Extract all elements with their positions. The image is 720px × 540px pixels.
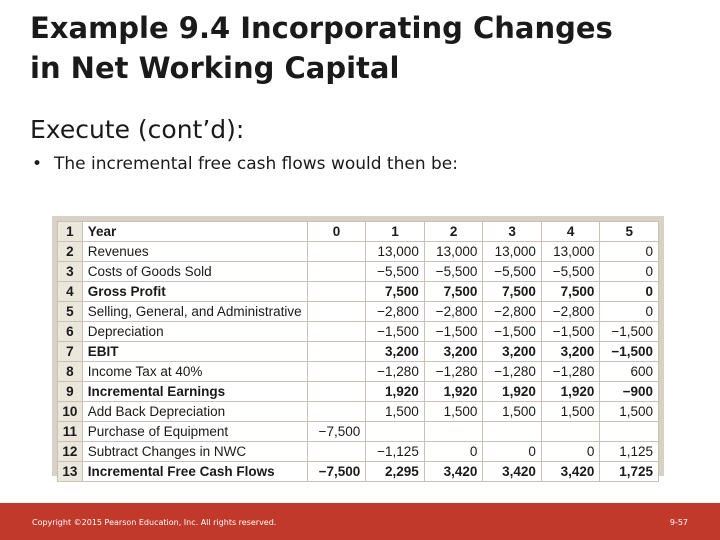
cell-value: 0 bbox=[483, 442, 542, 462]
year-header: 3 bbox=[483, 222, 542, 242]
cell-value bbox=[307, 342, 366, 362]
cell-value: −2,800 bbox=[424, 302, 483, 322]
row-label: Incremental Earnings bbox=[82, 382, 307, 402]
title-line-2: in Net Working Capital bbox=[30, 51, 400, 85]
year-header: 4 bbox=[541, 222, 600, 242]
cell-value bbox=[307, 282, 366, 302]
bullet-item bbox=[32, 154, 458, 174]
cell-value: −1,500 bbox=[600, 322, 659, 342]
cell-value: 3,200 bbox=[483, 342, 542, 362]
cell-value: 0 bbox=[600, 242, 659, 262]
cell-value bbox=[424, 422, 483, 442]
cell-value: 1,500 bbox=[483, 402, 542, 422]
table-row bbox=[58, 462, 659, 482]
row-label: Add Back Depreciation bbox=[82, 402, 307, 422]
cell-value: −1,280 bbox=[483, 362, 542, 382]
cell-value bbox=[307, 362, 366, 382]
cell-value: −1,500 bbox=[541, 322, 600, 342]
table-row bbox=[58, 282, 659, 302]
cell-value bbox=[307, 322, 366, 342]
cell-value: 0 bbox=[424, 442, 483, 462]
table-row bbox=[58, 342, 659, 362]
cell-value: 13,000 bbox=[483, 242, 542, 262]
cell-value: 13,000 bbox=[424, 242, 483, 262]
footer-bar bbox=[0, 503, 720, 540]
cell-value: −5,500 bbox=[483, 262, 542, 282]
cell-value: 600 bbox=[600, 362, 659, 382]
cell-value: 1,920 bbox=[541, 382, 600, 402]
cell-value bbox=[483, 422, 542, 442]
cell-value: 1,725 bbox=[600, 462, 659, 482]
table-header-row bbox=[58, 222, 659, 242]
cell-value: −5,500 bbox=[541, 262, 600, 282]
cell-value: −1,500 bbox=[366, 322, 425, 342]
cell-value: −2,800 bbox=[366, 302, 425, 322]
cell-value: 7,500 bbox=[541, 282, 600, 302]
cell-value: 7,500 bbox=[483, 282, 542, 302]
cell-value: 1,920 bbox=[424, 382, 483, 402]
table-row bbox=[58, 322, 659, 342]
cell-value: −1,500 bbox=[483, 322, 542, 342]
cell-value: −7,500 bbox=[307, 422, 366, 442]
cell-value: 1,920 bbox=[483, 382, 542, 402]
row-number: 1 bbox=[58, 222, 83, 242]
cell-value: −900 bbox=[600, 382, 659, 402]
row-label: Gross Profit bbox=[82, 282, 307, 302]
row-number: 7 bbox=[58, 342, 83, 362]
cell-value: −2,800 bbox=[541, 302, 600, 322]
row-label: Income Tax at 40% bbox=[82, 362, 307, 382]
copyright-text: Copyright ©2015 Pearson Education, Inc. All rights reserved. bbox=[32, 518, 277, 527]
title-line-1: Example 9.4 Incorporating Changes bbox=[30, 11, 613, 45]
cell-value bbox=[307, 402, 366, 422]
row-label: Revenues bbox=[82, 242, 307, 262]
cell-value: 1,500 bbox=[541, 402, 600, 422]
cell-value: 3,200 bbox=[366, 342, 425, 362]
cell-value: 1,500 bbox=[600, 402, 659, 422]
cell-value bbox=[307, 442, 366, 462]
row-number: 11 bbox=[58, 422, 83, 442]
cell-value bbox=[366, 422, 425, 442]
row-label: Purchase of Equipment bbox=[82, 422, 307, 442]
cell-value: 0 bbox=[600, 262, 659, 282]
row-label: Selling, General, and Administrative bbox=[82, 302, 307, 322]
table-row bbox=[58, 442, 659, 462]
cell-value: −7,500 bbox=[307, 462, 366, 482]
cell-value: 1,500 bbox=[366, 402, 425, 422]
cell-value: 2,295 bbox=[366, 462, 425, 482]
row-number: 10 bbox=[58, 402, 83, 422]
row-number: 8 bbox=[58, 362, 83, 382]
table-row bbox=[58, 262, 659, 282]
cell-value bbox=[600, 422, 659, 442]
cell-value: −1,500 bbox=[600, 342, 659, 362]
bullet-text: The incremental free cash flows would then be: bbox=[54, 154, 458, 174]
row-label: Depreciation bbox=[82, 322, 307, 342]
table-row bbox=[58, 402, 659, 422]
table-row bbox=[58, 382, 659, 402]
cell-value bbox=[307, 382, 366, 402]
year-header: 0 bbox=[307, 222, 366, 242]
header-label: Year bbox=[82, 222, 307, 242]
cell-value: −5,500 bbox=[366, 262, 425, 282]
table-row bbox=[58, 422, 659, 442]
row-number: 5 bbox=[58, 302, 83, 322]
table-row bbox=[58, 362, 659, 382]
cell-value: 1,920 bbox=[366, 382, 425, 402]
row-number: 6 bbox=[58, 322, 83, 342]
table-row bbox=[58, 242, 659, 262]
cell-value: 0 bbox=[600, 302, 659, 322]
page-number: 9-57 bbox=[669, 518, 688, 527]
cell-value: −1,125 bbox=[366, 442, 425, 462]
cell-value bbox=[307, 302, 366, 322]
row-label: Incremental Free Cash Flows bbox=[82, 462, 307, 482]
year-header: 2 bbox=[424, 222, 483, 242]
cell-value: 3,200 bbox=[424, 342, 483, 362]
row-number: 13 bbox=[58, 462, 83, 482]
cell-value: 1,500 bbox=[424, 402, 483, 422]
cell-value: 0 bbox=[541, 442, 600, 462]
cell-value: 7,500 bbox=[424, 282, 483, 302]
cell-value: −1,280 bbox=[366, 362, 425, 382]
cell-value: 7,500 bbox=[366, 282, 425, 302]
cell-value: 3,420 bbox=[424, 462, 483, 482]
cell-value: −2,800 bbox=[483, 302, 542, 322]
cell-value: 3,420 bbox=[541, 462, 600, 482]
row-number: 3 bbox=[58, 262, 83, 282]
cell-value: 13,000 bbox=[366, 242, 425, 262]
bullet-marker: • bbox=[32, 154, 43, 174]
cell-value: −1,500 bbox=[424, 322, 483, 342]
slide-title bbox=[30, 8, 710, 88]
cell-value: 3,420 bbox=[483, 462, 542, 482]
cell-value: 1,125 bbox=[600, 442, 659, 462]
row-number: 12 bbox=[58, 442, 83, 462]
year-header: 5 bbox=[600, 222, 659, 242]
row-label: Costs of Goods Sold bbox=[82, 262, 307, 282]
cell-value bbox=[307, 242, 366, 262]
cell-value: −5,500 bbox=[424, 262, 483, 282]
row-number: 2 bbox=[58, 242, 83, 262]
row-label: EBIT bbox=[82, 342, 307, 362]
table-row bbox=[58, 302, 659, 322]
year-header: 1 bbox=[366, 222, 425, 242]
subheading: Execute (cont’d): bbox=[30, 115, 245, 144]
cell-value: −1,280 bbox=[541, 362, 600, 382]
row-number: 9 bbox=[58, 382, 83, 402]
cell-value: 3,200 bbox=[541, 342, 600, 362]
cell-value bbox=[541, 422, 600, 442]
cell-value bbox=[307, 262, 366, 282]
row-label: Subtract Changes in NWC bbox=[82, 442, 307, 462]
spreadsheet-table bbox=[52, 216, 664, 479]
cell-value: 13,000 bbox=[541, 242, 600, 262]
cell-value: 0 bbox=[600, 282, 659, 302]
row-number: 4 bbox=[58, 282, 83, 302]
cell-value: −1,280 bbox=[424, 362, 483, 382]
